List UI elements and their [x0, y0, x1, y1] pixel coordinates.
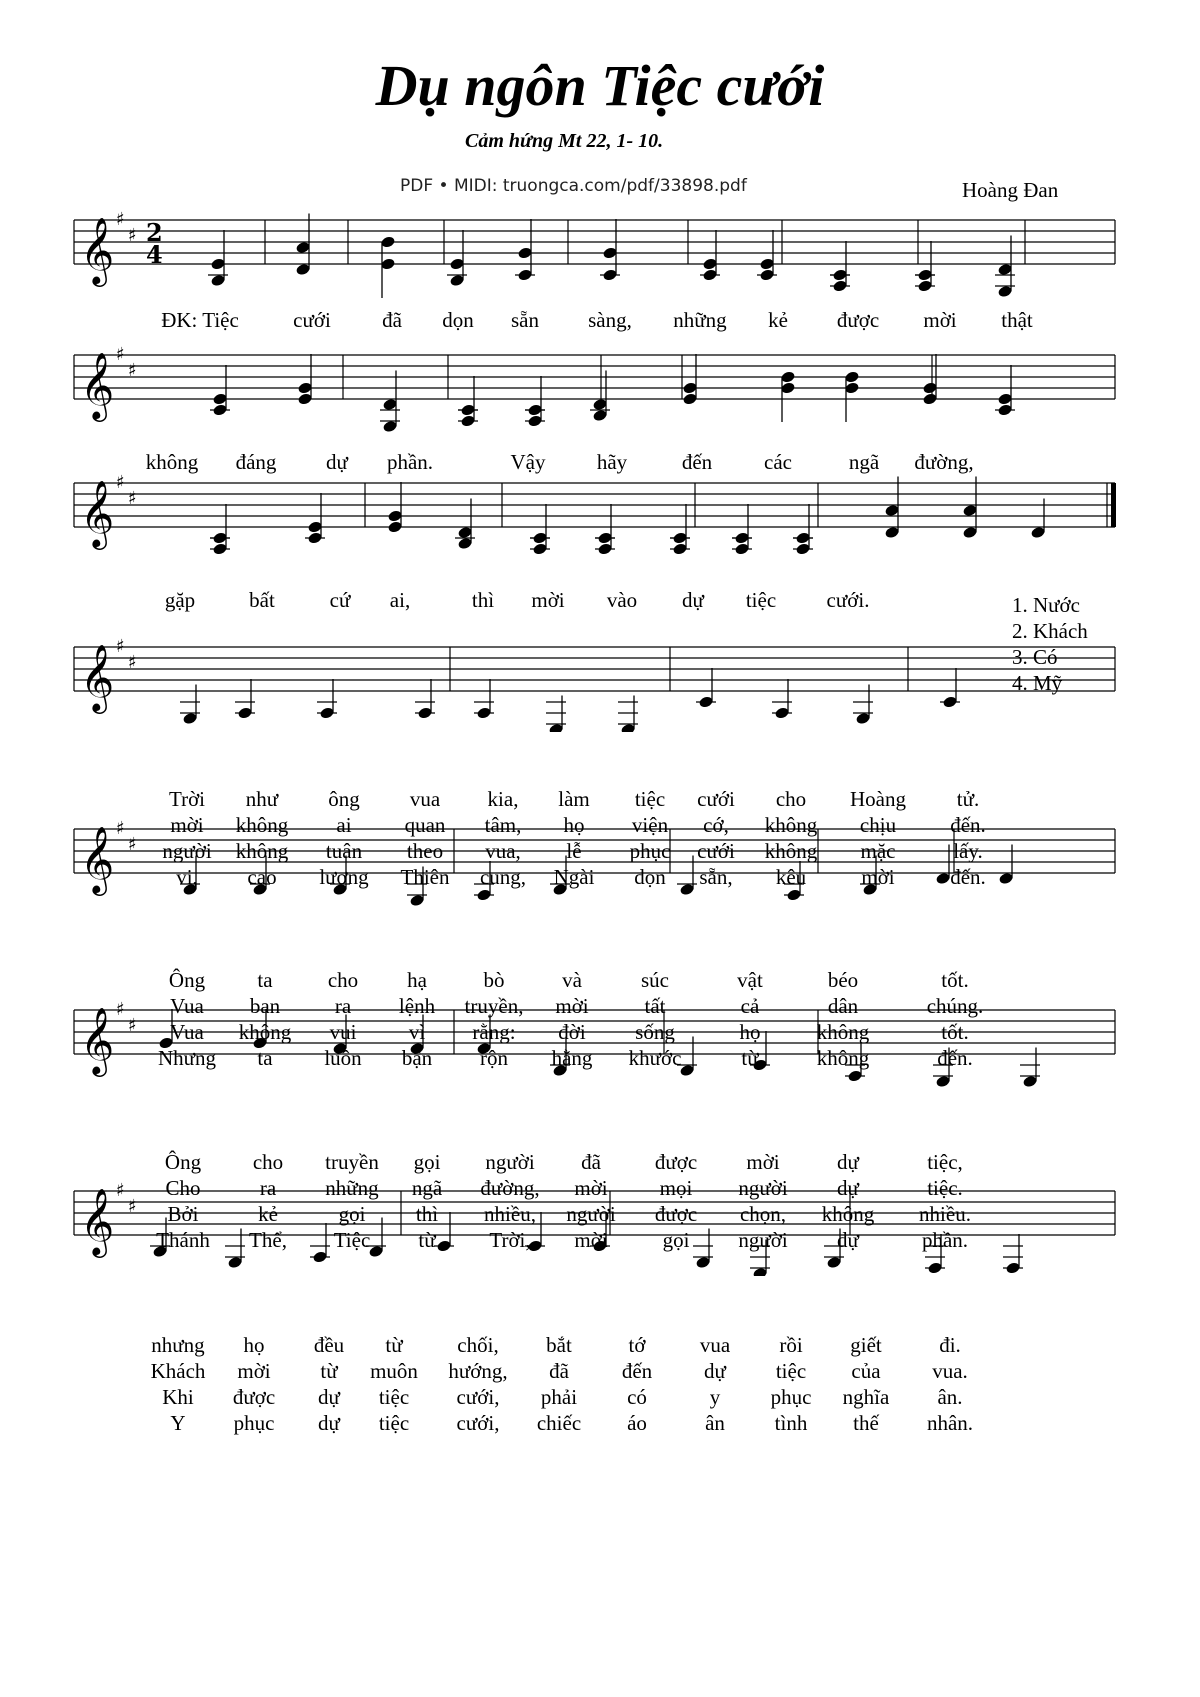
lyric-syllable: truyền, [464, 994, 524, 1018]
lyric-syllable: vua. [932, 1359, 968, 1383]
lyric-syllable: Ngài [553, 865, 595, 889]
lyric-syllable: y [709, 1385, 721, 1409]
lyric-syllable: tớ [628, 1333, 646, 1357]
lyric-syllable: dự [326, 450, 348, 474]
lyric-syllable: đời [558, 1020, 586, 1044]
lyric-syllable: từ [320, 1359, 338, 1383]
lyric-syllable: tuân [325, 839, 363, 863]
lyric-syllable: mời [574, 1176, 608, 1200]
lyric-syllable: gọi [413, 1150, 441, 1174]
composer-name: Hoàng Đan [962, 178, 1059, 202]
lyric-syllable: không [235, 839, 289, 863]
lyric-syllable: quan [404, 813, 446, 837]
lyric-syllable: phải [540, 1385, 578, 1409]
lyric-syllable: cung, [479, 865, 527, 889]
lyric-syllable: phục [770, 1385, 812, 1409]
system4-verse-1-lyrics [0, 787, 1200, 813]
final-barline-thick [1111, 483, 1116, 527]
lyric-syllable: được [654, 1202, 698, 1226]
lyric-syllable: không [238, 1020, 292, 1044]
lyric-syllable: Y [170, 1411, 186, 1435]
lyric-syllable: vào [606, 588, 638, 612]
lyric-syllable: kẻ [768, 308, 788, 332]
lyric-syllable: không [764, 839, 818, 863]
sharp-icon: ♯ [128, 1196, 137, 1217]
lyric-syllable: đến. [950, 865, 986, 889]
lyric-syllable: bận [401, 1046, 433, 1070]
lyric-syllable: ra [259, 1176, 277, 1200]
lyric-syllable: đã [581, 1150, 601, 1174]
lyric-syllable: đường, [480, 1176, 540, 1200]
lyric-syllable: cho [327, 968, 359, 992]
lyric-syllable: rồi [779, 1333, 803, 1357]
lyric-syllable: tiệc [378, 1411, 410, 1435]
lyric-syllable: mọi [659, 1176, 693, 1200]
lyric-syllable: sàng, [588, 308, 632, 332]
lyric-syllable: kêu [775, 865, 807, 889]
lyric-syllable: cưới. [826, 588, 870, 612]
lyric-syllable: chọn, [739, 1202, 787, 1226]
lyric-syllable: của [851, 1359, 881, 1383]
lyric-syllable: giết [850, 1333, 882, 1357]
lyric-syllable: cưới [697, 839, 735, 863]
lyric-syllable: mời [531, 588, 565, 612]
treble-clef-icon: 𝄞 [80, 1006, 115, 1074]
lyric-syllable: cưới [697, 787, 735, 811]
lyric-syllable: vị, [176, 865, 198, 889]
lyric-syllable: ngã [411, 1176, 443, 1200]
lyric-syllable: không [816, 1020, 870, 1044]
lyric-syllable: lương [319, 865, 369, 889]
lyric-syllable: nhiều, [484, 1202, 536, 1226]
lyric-syllable: Bởi [167, 1202, 199, 1226]
system6-verse-1-lyrics [0, 1150, 1200, 1176]
lyric-syllable: từ [418, 1228, 436, 1252]
lyric-syllable: từ [741, 1046, 759, 1070]
sharp-icon: ♯ [116, 1180, 125, 1201]
system6-verse-3-lyrics [0, 1202, 1200, 1228]
lyric-syllable: Hoàng [850, 787, 906, 811]
lyric-syllable: đến [681, 450, 713, 474]
system5-verse-2-lyrics [0, 994, 1200, 1020]
lyric-syllable: Vậy [510, 450, 546, 474]
lyric-syllable: phần. [921, 1228, 969, 1252]
lyric-syllable: rằng: [472, 1020, 516, 1044]
lyric-syllable: nhiều. [919, 1202, 971, 1226]
lyric-syllable: ĐK: Tiệc [161, 308, 239, 332]
lyric-syllable: vua [409, 787, 441, 811]
sharp-icon: ♯ [128, 1015, 137, 1036]
lyric-syllable: lấy. [953, 839, 983, 863]
song-subtitle: Cảm hứng Mt 22, 1- 10. [465, 130, 664, 152]
lyric-syllable: viện [631, 813, 669, 837]
lyric-syllable: truyền [325, 1150, 379, 1174]
lyric-syllable: đến. [937, 1046, 973, 1070]
lyric-syllable: tiệc [745, 588, 777, 612]
system5-verse-3-lyrics [0, 1020, 1200, 1046]
lyric-syllable: được [654, 1150, 698, 1174]
lyric-syllable: bắt [546, 1333, 572, 1357]
lyric-syllable: luôn [324, 1046, 362, 1070]
lyric-syllable: lệnh [398, 994, 436, 1018]
system5-verse-1-lyrics [0, 968, 1200, 994]
lyric-syllable: ngã [848, 450, 880, 474]
lyric-syllable: súc [641, 968, 669, 992]
lyric-syllable: Thể, [249, 1228, 287, 1252]
system4-verse-4-lyrics [0, 865, 1200, 891]
lyric-syllable: đến [621, 1359, 653, 1383]
lyric-syllable: muôn [370, 1359, 418, 1383]
lyric-syllable: ân. [937, 1385, 963, 1409]
lyric-syllable: mời [555, 994, 589, 1018]
lyric-syllable: dự [704, 1359, 726, 1383]
lyric-syllable: cưới [293, 308, 331, 332]
sharp-icon: ♯ [116, 209, 125, 230]
lyric-syllable: áo [627, 1411, 647, 1435]
lyric-syllable: cả [740, 994, 760, 1018]
staff-system-1 [70, 195, 1130, 305]
lyric-syllable: họ [563, 813, 585, 837]
sharp-icon: ♯ [128, 488, 137, 509]
lyric-syllable: ông [328, 787, 360, 811]
treble-clef-icon: 𝄞 [80, 825, 115, 893]
lyric-syllable: vật [737, 968, 763, 992]
refrain-lyrics-line-1 [0, 308, 1200, 334]
time-signature-top: 2 [146, 218, 163, 247]
lyric-syllable: sẵn [511, 308, 539, 332]
lyric-syllable: tốt. [941, 1020, 969, 1044]
system5-verse-4-lyrics [0, 1046, 1200, 1072]
lyric-syllable: mời [923, 308, 957, 332]
lyric-syllable: thế [853, 1411, 879, 1435]
lyric-syllable: lễ [566, 839, 582, 863]
treble-clef-icon: 𝄞 [80, 479, 115, 547]
lyric-syllable: hãy [596, 450, 628, 474]
verse-label: 2. Khách [1012, 619, 1088, 643]
lyric-syllable: tiệc, [927, 1150, 963, 1174]
lyric-syllable: tiệc [634, 787, 666, 811]
lyric-syllable: tiệc [378, 1385, 410, 1409]
lyric-syllable: người [738, 1176, 788, 1200]
lyric-syllable: nhân. [926, 1411, 974, 1435]
lyric-syllable: Trời [168, 787, 206, 811]
lyric-syllable: hướng, [448, 1359, 508, 1383]
verse-label: 4. Mỹ [1012, 671, 1063, 695]
lyric-syllable: có [627, 1385, 647, 1409]
lyric-syllable: không [235, 813, 289, 837]
lyric-syllable: đã [382, 308, 402, 332]
lyric-syllable: như [245, 787, 279, 811]
lyric-syllable: Thánh [156, 1228, 210, 1252]
lyric-syllable: Nhưng [157, 1046, 217, 1070]
lyric-syllable: Ông [168, 968, 206, 992]
lyric-syllable: vui [329, 1020, 357, 1044]
lyric-syllable: được [232, 1385, 276, 1409]
lyric-syllable: dự [837, 1150, 859, 1174]
staff-system-2 [70, 330, 1130, 440]
lyric-syllable: gặp [164, 588, 196, 612]
lyric-syllable: sống [635, 1020, 675, 1044]
lyric-syllable: ra [334, 994, 352, 1018]
lyric-syllable: tình [774, 1411, 808, 1435]
lyric-syllable: cưới, [456, 1385, 500, 1409]
sharp-icon: ♯ [116, 344, 125, 365]
lyric-syllable: cao [247, 865, 277, 889]
lyric-syllable: đến. [950, 813, 986, 837]
verse-label: 1. Nước [1012, 593, 1080, 617]
refrain-lyrics-line-2 [0, 450, 1200, 476]
lyric-syllable: cưới, [456, 1411, 500, 1435]
lyric-syllable: mời [237, 1359, 271, 1383]
lyric-syllable: cứ [329, 588, 351, 612]
time-signature-bottom: 4 [146, 240, 163, 269]
system7-verse-1-lyrics [0, 1333, 1200, 1359]
lyric-syllable: từ [385, 1333, 403, 1357]
lyric-syllable: và [562, 968, 582, 992]
lyric-syllable: Khách [150, 1359, 206, 1383]
lyric-syllable: Thiên [400, 865, 450, 889]
lyric-syllable: không [821, 1202, 875, 1226]
lyric-syllable: thì [471, 588, 495, 612]
lyric-syllable: các [764, 450, 792, 474]
lyric-syllable: người [738, 1228, 788, 1252]
sharp-icon: ♯ [128, 652, 137, 673]
lyric-syllable: bò [483, 968, 505, 992]
lyric-syllable: những [673, 308, 727, 332]
lyric-syllable: mặc [860, 839, 896, 863]
lyric-syllable: ai, [389, 588, 411, 612]
system7-verse-3-lyrics [0, 1385, 1200, 1411]
lyric-syllable: đi. [939, 1333, 961, 1357]
lyric-syllable: chối, [457, 1333, 499, 1357]
lyric-syllable: Ông [164, 1150, 202, 1174]
lyric-syllable: cho [252, 1150, 284, 1174]
lyric-syllable: người [485, 1150, 535, 1174]
treble-clef-icon: 𝄞 [80, 1187, 115, 1255]
sharp-icon: ♯ [128, 225, 137, 246]
lyric-syllable: theo [406, 839, 444, 863]
lyric-syllable: mời [170, 813, 204, 837]
lyric-syllable: người [162, 839, 212, 863]
lyric-syllable: mời [574, 1228, 608, 1252]
lyric-syllable: hằng [551, 1046, 593, 1070]
lyric-syllable: tâm, [484, 813, 522, 837]
lyric-syllable: tiệc [775, 1359, 807, 1383]
sharp-icon: ♯ [116, 999, 125, 1020]
lyric-syllable: đã [549, 1359, 569, 1383]
refrain-lyrics-line-3 [0, 588, 1200, 614]
lyric-syllable: tiệc. [927, 1176, 963, 1200]
lyric-syllable: ai [336, 813, 352, 837]
lyric-syllable: khước [628, 1046, 682, 1070]
sharp-icon: ♯ [128, 834, 137, 855]
lyric-syllable: ta [257, 968, 273, 992]
sharp-icon: ♯ [116, 818, 125, 839]
lyric-syllable: Vua [170, 994, 204, 1018]
lyric-syllable: đường, [914, 450, 974, 474]
lyric-syllable: không [764, 813, 818, 837]
lyric-syllable: béo [827, 968, 859, 992]
lyric-syllable: nhưng [151, 1333, 205, 1357]
lyric-syllable: bất [249, 588, 275, 612]
staff-system-4 [70, 622, 1130, 732]
lyric-syllable: người [566, 1202, 616, 1226]
lyric-syllable: cho [775, 787, 807, 811]
system4-verse-3-lyrics [0, 839, 1200, 865]
system7-verse-2-lyrics [0, 1359, 1200, 1385]
lyric-syllable: thì [415, 1202, 439, 1226]
lyric-syllable: sẵn, [699, 865, 733, 889]
lyric-syllable: dự [837, 1228, 859, 1252]
lyric-syllable: dọn [442, 308, 474, 332]
lyric-syllable: không [816, 1046, 870, 1070]
lyric-syllable: kia, [487, 787, 519, 811]
lyric-syllable: kẻ [258, 1202, 278, 1226]
lyric-syllable: đáng [235, 450, 277, 474]
system4-verse-2-lyrics [0, 813, 1200, 839]
lyric-syllable: ban [249, 994, 281, 1018]
lyric-syllable: dự [318, 1411, 340, 1435]
lyric-syllable: tử. [956, 787, 980, 811]
lyric-syllable: phần. [386, 450, 434, 474]
lyric-syllable: rộn [480, 1046, 508, 1070]
lyric-syllable: gọi [338, 1202, 366, 1226]
system6-verse-4-lyrics [0, 1228, 1200, 1254]
lyric-syllable: nghĩa [842, 1385, 890, 1409]
lyric-syllable: Khi [162, 1385, 194, 1409]
lyric-syllable: dự [682, 588, 704, 612]
lyric-syllable: chịu [859, 813, 897, 837]
lyric-syllable: họ [243, 1333, 265, 1357]
system6-verse-2-lyrics [0, 1176, 1200, 1202]
pdf-midi-link[interactable]: PDF • MIDI: truongca.com/pdf/33898.pdf [400, 176, 747, 196]
lyric-syllable: mời [746, 1150, 780, 1174]
lyric-syllable: vì [408, 1020, 426, 1044]
lyric-syllable: hạ [407, 968, 427, 992]
lyric-syllable: Vua [170, 1020, 204, 1044]
lyric-syllable: dọn [634, 865, 666, 889]
lyric-syllable: những [325, 1176, 379, 1200]
lyric-syllable: vua [699, 1333, 731, 1357]
lyric-syllable: phục [233, 1411, 275, 1435]
lyric-syllable: Cho [165, 1176, 201, 1200]
lyric-syllable: chiếc [536, 1411, 582, 1435]
lyric-syllable: mời [861, 865, 895, 889]
lyric-syllable: cớ, [703, 813, 729, 837]
sharp-icon: ♯ [128, 360, 137, 381]
lyric-syllable: thật [1001, 308, 1033, 332]
lyric-syllable: vua, [485, 839, 521, 863]
lyric-syllable: ân [705, 1411, 725, 1435]
sharp-icon: ♯ [116, 472, 125, 493]
lyric-syllable: không [145, 450, 199, 474]
treble-clef-icon: 𝄞 [80, 216, 115, 284]
lyric-syllable: gọi [662, 1228, 690, 1252]
treble-clef-icon: 𝄞 [80, 643, 115, 711]
lyric-syllable: dân [827, 994, 859, 1018]
sharp-icon: ♯ [116, 636, 125, 657]
lyric-syllable: họ [739, 1020, 761, 1044]
treble-clef-icon: 𝄞 [80, 351, 115, 419]
lyric-syllable: tất [644, 994, 666, 1018]
lyric-syllable: tốt. [941, 968, 969, 992]
lyric-syllable: ta [257, 1046, 273, 1070]
lyric-syllable: phục [629, 839, 671, 863]
lyric-syllable: dự [318, 1385, 340, 1409]
lyric-syllable: dự [837, 1176, 859, 1200]
lyric-syllable: đều [313, 1333, 345, 1357]
lyric-syllable: được [836, 308, 880, 332]
song-title: Dụ ngôn Tiệc cưới [375, 53, 825, 118]
lyric-syllable: Trời, [489, 1228, 531, 1252]
lyric-syllable: Tiệc [333, 1228, 371, 1252]
lyric-syllable: chúng. [926, 994, 984, 1018]
lyric-syllable: làm [558, 787, 590, 811]
verse-label: 3. Có [1012, 645, 1058, 669]
system7-verse-4-lyrics [0, 1411, 1200, 1437]
